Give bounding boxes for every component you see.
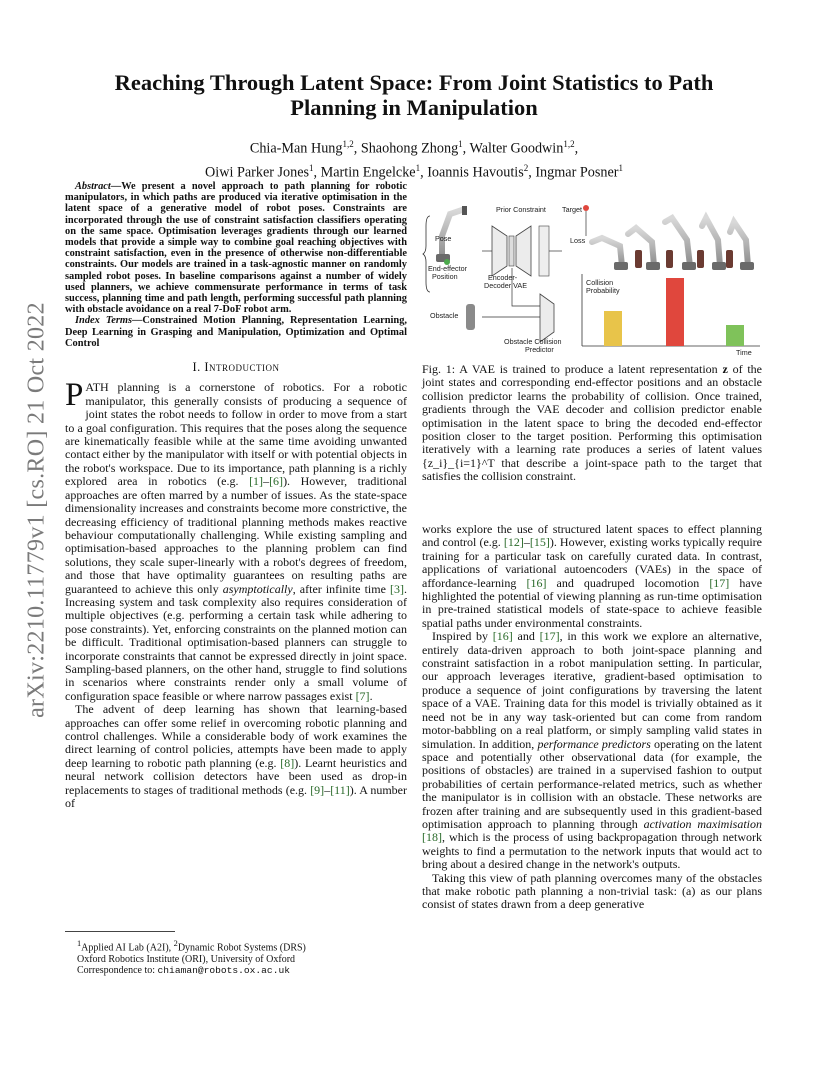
citation-link[interactable]: [17] — [539, 629, 560, 644]
footnote-rule — [65, 931, 175, 932]
drop-cap: P — [65, 377, 84, 414]
right-column — [422, 523, 762, 912]
citation-link[interactable]: [16] — [526, 575, 547, 590]
fig-pose-label: Pose — [435, 234, 452, 243]
citation-link[interactable]: [18] — [422, 830, 442, 845]
author-name: Oiwi Parker Jones — [205, 164, 310, 181]
intro-paragraph-2: The advent of deep learning has shown that learning-based approaches can offer some relief in overcoming robotic planning and control challenges. While a considerable body of work examines the direct learning of control policies, attempts have been made to apply deep learning to robotic path planning (e.g. [8]). Learnt heuristics and neural network collision detectors have been used as drop-in replacements to stages of traditional methods (e.g. [9]–[11]). A number of — [65, 702, 408, 811]
fig-predictor-label-2: Predictor — [525, 345, 554, 354]
fig-vae-label-2: Decoder VAE — [484, 281, 528, 290]
title-line-2: Planning in Manipulation — [290, 95, 538, 120]
citation-link[interactable]: [17] — [709, 575, 730, 590]
author-line-2 — [60, 159, 768, 183]
fig-loss-label: Loss — [570, 236, 586, 245]
caption-math: {z_i}_{i=1}^T — [422, 455, 495, 470]
abstract-text: —We present a novel approach to path planning for robotic manipulators, in which paths are produced via iterative optimisation in the latent space of a generative model of robot poses. Constraints are incorporated through the use of constraint satisfaction classifiers operating on the same space. Optimisation leverages gradients through our learned models that provide a simple way to combine goal reaching objectives with constraint satisfaction, even in the presence of otherwise non-differentiable constraints. Our models are trained in a task-agnostic manner on randomly sampled robot poses. In baseline comparisons against a number of widely used planners, we achieve commensurate performance in terms of task success, planning time and path length, performing successful path planning with obstacle avoidance on a real 7-DoF robot arm. — [65, 181, 407, 316]
fig-collision-label-1: Collision — [586, 278, 614, 287]
collision-probability-bar — [726, 325, 744, 346]
obstacle-icon — [466, 304, 475, 330]
author-name: , Shaohong Zhong — [353, 140, 459, 157]
section-heading-introduction: I. Introduction — [192, 360, 280, 375]
right-paragraph-1: works explore the use of structured latent spaces to effect planning and control (e.g. [12]–[15]). However, existing works typically require training for a particular task on carefully curated data. In contrast, applications of variational autoencoders (VAEs) in the space of affordance-learning [16] and quadruped locomotion [17] have highlighted the potential of viewing planning as run-time optimisation in pre-trained statistical models of state-space to achieve feasible spatial paths under environmental constraints. — [422, 522, 763, 630]
author-affiliation: 1,2 — [563, 139, 575, 149]
collision-probability-bar — [666, 278, 684, 346]
author-list — [60, 135, 768, 182]
title-line-1: Reaching Through Latent Space: From Joint Statistics to Path — [114, 70, 714, 95]
author-name: Chia-Man Hung — [249, 140, 343, 157]
collision-predictor-shape — [540, 294, 554, 342]
fig-vae-label-1: Encoder- — [488, 273, 518, 282]
target-icon — [583, 205, 589, 211]
figure-1-caption: Fig. 1: A VAE is trained to produce a latent representation z of the joint states and corresponding end-effector positions and an obstacle collision predictor learns the probability of collision. Once trained, gradients through the VAE decoder and collision predictor enable optimisation in the latent space to bring the decoded end-effector position closer to the target position. Performing this optimisation iteratively with a learning rate produces a series of latent values {z_i}_{i=1}^T that describe a joint-space path to the target that satisfies the collision constraint. — [422, 362, 763, 484]
author-separator: , — [574, 140, 579, 157]
input-brace — [423, 216, 430, 292]
author-line-1 — [60, 135, 768, 159]
author-affiliation: 1,2 — [342, 139, 354, 149]
figure-1 — [422, 196, 762, 358]
fig-obstacle-label: Obstacle — [430, 311, 459, 320]
index-terms — [65, 315, 407, 349]
fig-collision-label-2: Probability — [586, 286, 620, 295]
output-box — [539, 226, 549, 276]
paper-title — [60, 70, 768, 120]
fig-time-label: Time — [736, 348, 752, 357]
author-name: , Ingmar Posner — [528, 164, 619, 181]
citation-link[interactable]: [1] — [249, 474, 264, 489]
fig-end-effector-label-1: End-effector — [428, 264, 468, 273]
fig-target-label: Target — [562, 205, 582, 214]
citation-link[interactable]: [3] — [390, 581, 405, 596]
author-affiliation: 1 — [618, 162, 623, 173]
collision-probability-bar — [604, 311, 622, 346]
left-column — [65, 181, 407, 810]
author-affiliation: 1 — [458, 139, 463, 149]
author-affiliation: 1 — [415, 162, 421, 173]
right-paragraph-2: Inspired by [16] and [17], in this work we explore an alternative, entirely data-driven approach to both joint-space planning and constraint satisfaction in a robot manipulation setting. In particular, our approach leverages iterative, gradient-based optimisation to produce a sequence of joint configurations by traversing the latent space of a VAE. Training data for this model is trivially obtained as it need not be in any way task-oriented but can come from random motor-babbling on a real platform, or simply sampling valid states in simulation. In addition, performance predictors operating on the latent space and potentially other observational data (for example, the positions of obstacles) are trained in a supervised fashion to output probabilities of certain performance-related metrics, such as whether the manipulator is in collision with an obstacle. These networks are frozen after training and are subsequently used in this gradient-based optimisation approach to planning through activation maximisation [18], which is the process of using backpropagation through network weights to find a permutation to the network inputs that would act to bring about a desired change in the network's outputs. — [422, 629, 763, 872]
encoder-shape — [492, 226, 507, 276]
citation-link[interactable]: [9] — [310, 782, 325, 797]
author-name: , Walter Goodwin — [462, 140, 564, 157]
citation-link[interactable]: [11] — [330, 782, 350, 797]
abstract-label: Abstract — [75, 181, 111, 192]
latent-box — [509, 236, 514, 266]
email-link[interactable]: chiaman@robots.ox.ac.uk — [157, 965, 290, 977]
fig-predictor-label-1: Obstacle Collision — [504, 337, 562, 346]
author-name: , Martin Engelcke — [313, 164, 416, 181]
index-terms-label: Index Terms — [75, 315, 133, 327]
author-name: , Ioannis Havoutis — [420, 164, 524, 181]
intro-paragraph-1: PATH planning is a cornerstone of robotics. For a robotic manipulator, this generally consists of producing a sequence of joint states the robot needs to follow in order to move from a start to a goal configuration. This requires that the poses along the sequence are kinematically feasible while at the same time avoiding unwanted contact either by the manipulator with itself or with potential objects in the robot's workspace. Due to its importance, path planning is a richly explored area in robotics (e.g. [1]–[6]). However, traditional approaches are often marred by a number of issues. As the state-space dimensionality increases and constraints become more constrictive, the decreasing efficiency of traditional planning methods makes reactive behaviour computationally challenging. While existing sampling and optimisation-based approaches to the planning problem can find solutions, they scale super-linearly with a robot's degrees of freedom, and those that have optimality guarantees on resulting paths are guaranteed to achieve this only asymptotically, after infinite time [3]. Increasing system and task complexity also requires consideration of multiple objectives (e.g. performing a certain task while adhering to pose constraints). Yet, enforcing constraints on the planned motion can be difficult. Traditional optimisation-based planners can struggle to incorporate constraints that cannot be expressed directly in joint space. Sampling-based planners, on the other hand, struggle to find solutions in scenarios where constraints render only a small volume of configuration space feasible or where narrow passages exist [7]. — [65, 377, 408, 703]
arxiv-identifier-text: arXiv:2210.11779v1 [cs.RO] 21 Oct 2022 — [23, 302, 50, 718]
author-affiliation: 1 — [309, 162, 314, 173]
author-affiliation: 2 — [523, 162, 529, 173]
citation-link[interactable]: [15] — [529, 535, 550, 550]
decoder-shape — [516, 226, 531, 276]
index-terms-text: —Constrained Motion Planning, Representation Learning, Deep Learning in Grasping and Manipulation, Optimization and Optimal Control — [65, 315, 407, 349]
citation-link[interactable]: [16] — [492, 629, 513, 644]
abstract — [65, 181, 407, 315]
fig-end-effector-label-2: Position — [432, 272, 458, 281]
fig-prior-constraint-label: Prior Constraint — [496, 205, 546, 214]
arxiv-identifier — [20, 290, 54, 730]
footnote: $^1$Applied AI Lab (A2I), $^2$Dynamic Robot Systems (DRS) Oxford Robotics Institute (ORI), University of Oxford Correspondence to: chiaman@robots.ox.ac.uk — [77, 939, 306, 977]
citation-link[interactable]: [8] — [280, 755, 295, 770]
citation-link[interactable]: [12] — [503, 535, 524, 550]
robot-sequence-icons — [592, 218, 754, 270]
citation-link[interactable]: [7] — [355, 688, 370, 703]
right-paragraph-3: Taking this view of path planning overcomes many of the obstacles that make robotic path planning a non-trivial task: (a) as our plans consist of states drawn from a deep generative — [422, 870, 762, 912]
collision-probability-chart — [582, 274, 760, 357]
citation-link[interactable]: [6] — [269, 474, 284, 489]
